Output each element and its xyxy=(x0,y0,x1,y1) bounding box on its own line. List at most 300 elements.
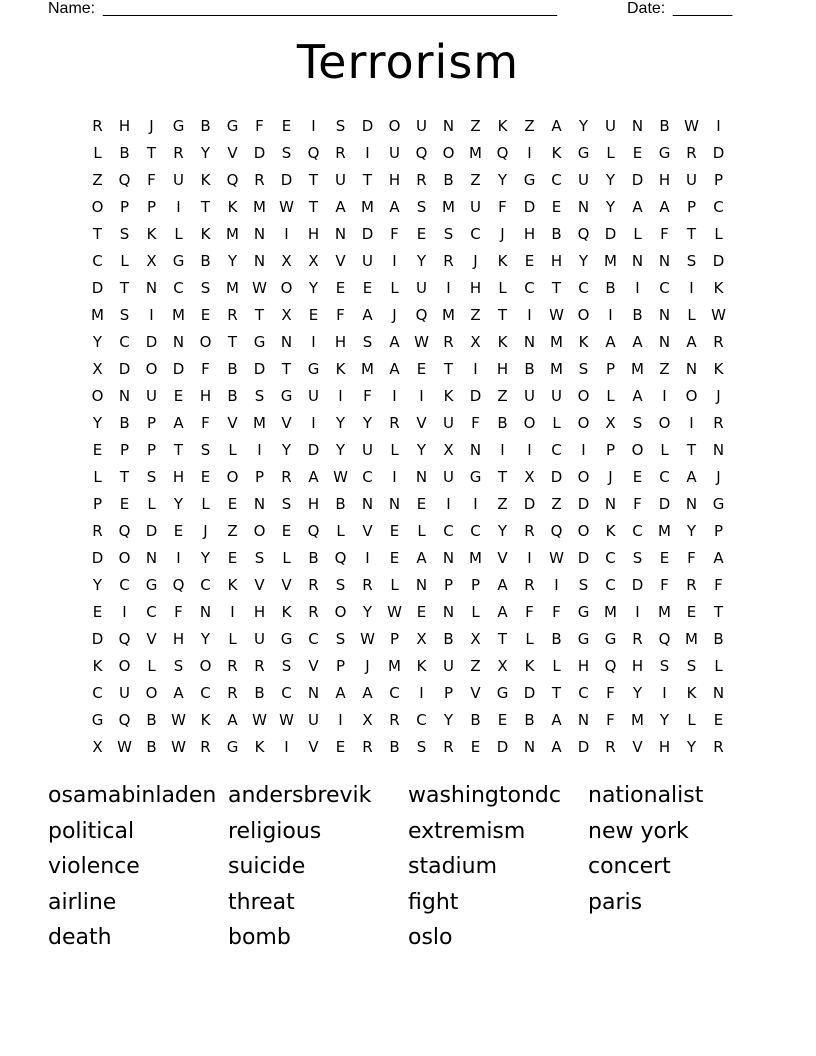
grid-letter: Y xyxy=(497,521,508,540)
grid-letter: I xyxy=(446,494,451,513)
grid-letter: A xyxy=(632,197,643,216)
grid-letter: I xyxy=(149,305,154,324)
grid-letter: D xyxy=(361,224,374,243)
grid-letter: N xyxy=(658,305,671,324)
word-list-item: concert xyxy=(588,854,671,879)
grid-letter: W xyxy=(252,710,267,729)
grid-letter: E xyxy=(173,386,184,405)
grid-letter: E xyxy=(470,737,481,756)
grid-letter: K xyxy=(524,656,535,675)
grid-letter: V xyxy=(227,143,238,162)
grid-letter: X xyxy=(470,629,481,648)
grid-letter: T xyxy=(443,359,454,378)
grid-letter: E xyxy=(632,143,643,162)
grid-letter: A xyxy=(659,197,670,216)
grid-letter: I xyxy=(446,278,451,297)
grid-letter: A xyxy=(362,683,373,702)
grid-letter: I xyxy=(122,602,127,621)
grid-letter: L xyxy=(390,575,399,594)
grid-letter: E xyxy=(416,224,427,243)
grid-letter: G xyxy=(469,467,482,486)
grid-letter: A xyxy=(632,386,643,405)
grid-letter: M xyxy=(388,656,401,675)
grid-letter: L xyxy=(606,386,615,405)
grid-letter: S xyxy=(416,737,427,756)
grid-letter: I xyxy=(230,602,235,621)
grid-letter: D xyxy=(145,521,158,540)
grid-letter: I xyxy=(527,305,532,324)
grid-letter: R xyxy=(389,413,400,432)
grid-letter: N xyxy=(523,332,536,351)
grid-letter: T xyxy=(173,440,184,459)
grid-letter: Y xyxy=(227,251,238,270)
grid-letter: Q xyxy=(307,521,320,540)
grid-letter: Z xyxy=(92,170,103,189)
grid-letter: I xyxy=(581,440,586,459)
grid-letter: M xyxy=(253,413,266,432)
grid-letter: X xyxy=(308,251,319,270)
grid-letter: G xyxy=(577,602,590,621)
grid-letter: J xyxy=(392,305,397,324)
grid-letter: B xyxy=(443,629,454,648)
grid-letter: V xyxy=(470,683,481,702)
grid-letter: Y xyxy=(308,278,319,297)
grid-letter: K xyxy=(281,602,292,621)
grid-letter: G xyxy=(145,575,158,594)
grid-letter: Y xyxy=(281,440,292,459)
grid-letter: S xyxy=(686,656,697,675)
grid-letter: G xyxy=(604,629,617,648)
grid-letter: Q xyxy=(118,629,131,648)
grid-letter: D xyxy=(577,737,590,756)
grid-letter: O xyxy=(442,143,455,162)
grid-letter: S xyxy=(281,143,292,162)
grid-letter: Y xyxy=(200,629,211,648)
grid-letter: N xyxy=(145,278,158,297)
grid-letter: F xyxy=(174,602,183,621)
grid-letter: L xyxy=(147,494,156,513)
grid-letter: R xyxy=(686,575,697,594)
grid-letter: B xyxy=(551,629,562,648)
grid-letter: Y xyxy=(362,413,373,432)
grid-letter: S xyxy=(281,656,292,675)
grid-letter: M xyxy=(361,197,374,216)
date-blank-line: _______ xyxy=(673,0,732,17)
grid-letter: B xyxy=(605,278,616,297)
grid-letter: D xyxy=(91,278,104,297)
grid-letter: V xyxy=(308,737,319,756)
grid-letter: D xyxy=(280,170,293,189)
grid-letter: K xyxy=(551,143,562,162)
grid-letter: X xyxy=(524,467,535,486)
grid-letter: E xyxy=(416,494,427,513)
grid-letter: L xyxy=(498,278,507,297)
grid-letter: X xyxy=(416,629,427,648)
grid-letter: O xyxy=(91,386,104,405)
grid-letter: X xyxy=(497,656,508,675)
grid-letter: R xyxy=(686,143,697,162)
grid-letter: A xyxy=(686,332,697,351)
grid-letter: D xyxy=(496,737,509,756)
grid-letter: P xyxy=(389,629,400,648)
grid-letter: T xyxy=(119,467,130,486)
grid-letter: G xyxy=(91,710,104,729)
grid-letter: E xyxy=(200,467,211,486)
grid-letter: R xyxy=(416,170,427,189)
grid-letter: F xyxy=(390,224,399,243)
grid-letter: F xyxy=(714,575,723,594)
grid-letter: U xyxy=(119,683,130,702)
grid-letter: Y xyxy=(578,116,589,135)
grid-letter: Y xyxy=(92,413,103,432)
grid-letter: U xyxy=(308,710,319,729)
grid-letter: V xyxy=(335,251,346,270)
grid-letter: R xyxy=(443,251,454,270)
grid-letter: E xyxy=(659,548,670,567)
grid-letter: H xyxy=(388,170,401,189)
grid-letter: I xyxy=(608,305,613,324)
grid-letter: T xyxy=(497,305,508,324)
grid-letter: B xyxy=(497,413,508,432)
grid-letter: T xyxy=(497,467,508,486)
grid-letter: U xyxy=(362,440,373,459)
grid-letter: P xyxy=(686,197,697,216)
grid-letter: A xyxy=(173,683,184,702)
grid-letter: H xyxy=(253,602,266,621)
word-list-item: threat xyxy=(228,889,295,915)
grid-letter: U xyxy=(389,143,400,162)
grid-letter: M xyxy=(442,305,455,324)
grid-letter: K xyxy=(497,251,508,270)
grid-letter: C xyxy=(92,683,103,702)
grid-letter: O xyxy=(388,116,401,135)
grid-letter: N xyxy=(442,116,455,135)
grid-letter: X xyxy=(281,251,292,270)
grid-letter: G xyxy=(253,332,266,351)
grid-letter: V xyxy=(362,521,373,540)
grid-letter: S xyxy=(281,494,292,513)
grid-letter: P xyxy=(92,494,103,513)
grid-letter: R xyxy=(443,332,454,351)
grid-letter: S xyxy=(335,629,346,648)
grid-letter: Y xyxy=(632,683,643,702)
grid-letter: A xyxy=(173,413,184,432)
grid-letter: H xyxy=(199,386,212,405)
grid-letter: D xyxy=(523,197,536,216)
grid-letter: A xyxy=(362,305,373,324)
grid-letter: N xyxy=(523,737,536,756)
grid-letter: F xyxy=(660,224,669,243)
grid-letter: O xyxy=(226,467,239,486)
grid-letter: T xyxy=(146,143,157,162)
grid-letter: G xyxy=(280,386,293,405)
grid-letter: Z xyxy=(470,305,481,324)
grid-letter: R xyxy=(713,332,724,351)
grid-letter: P xyxy=(605,359,616,378)
grid-letter: W xyxy=(549,548,564,567)
grid-letter: M xyxy=(226,278,239,297)
grid-letter: G xyxy=(712,494,725,513)
grid-letter: N xyxy=(145,548,158,567)
grid-letter: L xyxy=(687,710,696,729)
grid-letter: S xyxy=(578,359,589,378)
grid-letter: S xyxy=(578,575,589,594)
grid-letter: W xyxy=(387,602,402,621)
grid-letter: H xyxy=(631,656,644,675)
grid-letter: Q xyxy=(604,656,617,675)
grid-letter: J xyxy=(365,656,370,675)
grid-letter: R xyxy=(227,656,238,675)
grid-letter: Z xyxy=(659,359,670,378)
grid-letter: L xyxy=(228,440,237,459)
grid-letter: R xyxy=(200,737,211,756)
grid-letter: L xyxy=(417,521,426,540)
grid-letter: D xyxy=(253,143,266,162)
grid-letter: T xyxy=(551,278,562,297)
grid-letter: N xyxy=(631,251,644,270)
grid-letter: C xyxy=(551,440,562,459)
grid-letter: V xyxy=(254,575,265,594)
grid-letter: D xyxy=(91,548,104,567)
grid-letter: W xyxy=(117,737,132,756)
grid-letter: B xyxy=(200,251,211,270)
grid-letter: F xyxy=(660,575,669,594)
grid-letter: O xyxy=(658,413,671,432)
grid-letter: S xyxy=(632,548,643,567)
grid-letter: J xyxy=(608,467,613,486)
grid-letter: O xyxy=(253,521,266,540)
grid-letter: I xyxy=(662,683,667,702)
grid-letter: A xyxy=(632,332,643,351)
grid-letter: I xyxy=(662,386,667,405)
word-list-item: suicide xyxy=(228,854,306,879)
grid-letter: E xyxy=(227,548,238,567)
grid-letter: G xyxy=(172,251,185,270)
grid-letter: T xyxy=(686,440,697,459)
grid-letter: K xyxy=(497,116,508,135)
grid-letter: O xyxy=(577,305,590,324)
grid-letter: F xyxy=(201,413,210,432)
grid-letter: R xyxy=(524,575,535,594)
grid-letter: M xyxy=(469,143,482,162)
grid-letter: X xyxy=(146,251,157,270)
grid-letter: V xyxy=(632,737,643,756)
grid-letter: N xyxy=(658,251,671,270)
grid-letter: U xyxy=(173,170,184,189)
grid-letter: B xyxy=(524,710,535,729)
grid-letter: G xyxy=(280,629,293,648)
grid-letter: K xyxy=(200,224,211,243)
grid-letter: D xyxy=(604,224,617,243)
grid-letter: R xyxy=(92,116,103,135)
grid-letter: L xyxy=(336,521,345,540)
grid-letter: T xyxy=(119,278,130,297)
name-label: Name: xyxy=(48,0,96,17)
grid-letter: L xyxy=(471,602,480,621)
grid-letter: J xyxy=(716,386,721,405)
grid-letter: L xyxy=(552,413,561,432)
grid-letter: B xyxy=(200,116,211,135)
word-list-item: paris xyxy=(588,889,643,915)
grid-letter: E xyxy=(335,278,346,297)
grid-letter: C xyxy=(605,575,616,594)
grid-letter: I xyxy=(365,548,370,567)
grid-letter: L xyxy=(120,251,129,270)
grid-letter: E xyxy=(389,548,400,567)
grid-letter: E xyxy=(713,710,724,729)
grid-letter: U xyxy=(308,386,319,405)
grid-letter: Z xyxy=(551,494,562,513)
grid-letter: U xyxy=(686,170,697,189)
grid-letter: K xyxy=(578,332,589,351)
grid-letter: C xyxy=(308,629,319,648)
grid-letter: X xyxy=(281,305,292,324)
grid-letter: E xyxy=(686,602,697,621)
grid-letter: N xyxy=(712,440,725,459)
grid-letter: G xyxy=(658,143,671,162)
grid-letter: E xyxy=(173,521,184,540)
grid-letter: Q xyxy=(415,305,428,324)
grid-letter: L xyxy=(228,629,237,648)
grid-letter: R xyxy=(713,737,724,756)
grid-letter: V xyxy=(146,629,157,648)
header xyxy=(48,0,748,20)
grid-letter: T xyxy=(497,629,508,648)
grid-letter: B xyxy=(308,548,319,567)
grid-letter: C xyxy=(443,521,454,540)
grid-letter: A xyxy=(335,683,346,702)
grid-letter: N xyxy=(415,467,428,486)
grid-letter: E xyxy=(335,737,346,756)
grid-letter: Y xyxy=(416,251,427,270)
grid-letter: Y xyxy=(92,332,103,351)
grid-letter: F xyxy=(147,170,156,189)
grid-letter: K xyxy=(605,521,616,540)
grid-letter: R xyxy=(227,683,238,702)
grid-letter: C xyxy=(578,278,589,297)
word-list-item: fight xyxy=(408,889,459,915)
grid-letter: C xyxy=(146,602,157,621)
grid-letter: M xyxy=(172,305,185,324)
word-list-item: religious xyxy=(228,818,322,844)
grid-letter: E xyxy=(92,440,103,459)
grid-letter: I xyxy=(311,332,316,351)
grid-letter: N xyxy=(253,224,266,243)
grid-letter: X xyxy=(470,332,481,351)
grid-letter: Y xyxy=(605,197,616,216)
grid-letter: T xyxy=(551,683,562,702)
grid-letter: U xyxy=(416,278,427,297)
grid-letter: P xyxy=(605,440,616,459)
grid-letter: E xyxy=(632,467,643,486)
grid-letter: N xyxy=(172,332,185,351)
grid-letter: C xyxy=(119,332,130,351)
grid-letter: M xyxy=(550,332,563,351)
grid-letter: I xyxy=(176,197,181,216)
grid-letter: S xyxy=(119,224,130,243)
grid-letter: R xyxy=(308,575,319,594)
grid-letter: H xyxy=(307,494,320,513)
grid-letter: Y xyxy=(335,440,346,459)
grid-letter: P xyxy=(146,440,157,459)
grid-letter: M xyxy=(604,602,617,621)
word-list-item: osamabinladen xyxy=(48,783,217,808)
word-list-item: bomb xyxy=(228,925,291,950)
grid-letter: T xyxy=(227,332,238,351)
grid-letter: W xyxy=(333,467,348,486)
word-list-item: washingtondc xyxy=(408,783,561,808)
grid-letter: O xyxy=(145,359,158,378)
grid-letter: K xyxy=(713,359,724,378)
grid-letter: T xyxy=(254,305,265,324)
grid-letter: E xyxy=(281,521,292,540)
grid-letter: K xyxy=(200,710,211,729)
grid-letter: E xyxy=(308,305,319,324)
grid-letter: W xyxy=(549,305,564,324)
grid-letter: U xyxy=(335,170,346,189)
grid-letter: R xyxy=(308,602,319,621)
grid-letter: I xyxy=(635,602,640,621)
grid-letter: X xyxy=(362,710,373,729)
grid-letter: H xyxy=(172,629,185,648)
grid-letter: S xyxy=(443,224,454,243)
grid-letter: M xyxy=(631,359,644,378)
grid-letter: E xyxy=(497,710,508,729)
word-list-item: extremism xyxy=(408,818,526,844)
grid-letter: E xyxy=(551,197,562,216)
grid-letter: S xyxy=(416,197,427,216)
grid-letter: I xyxy=(473,494,478,513)
grid-letter: B xyxy=(389,737,400,756)
grid-letter: N xyxy=(712,683,725,702)
grid-letter: T xyxy=(362,170,373,189)
grid-letter: K xyxy=(92,656,103,675)
grid-letter: N xyxy=(469,440,482,459)
grid-letter: C xyxy=(92,251,103,270)
grid-letter: T xyxy=(308,197,319,216)
grid-letter: H xyxy=(469,278,482,297)
grid-letter: A xyxy=(551,116,562,135)
grid-letter: H xyxy=(496,359,509,378)
grid-letter: Y xyxy=(362,602,373,621)
grid-letter: D xyxy=(658,494,671,513)
grid-letter: F xyxy=(201,359,210,378)
grid-letter: Z xyxy=(470,170,481,189)
grid-letter: B xyxy=(659,116,670,135)
grid-letter: O xyxy=(334,602,347,621)
grid-letter: N xyxy=(631,116,644,135)
grid-letter: R xyxy=(227,305,238,324)
grid-letter: K xyxy=(227,197,238,216)
grid-letter: E xyxy=(362,278,373,297)
grid-letter: N xyxy=(361,494,374,513)
grid-letter: I xyxy=(392,386,397,405)
grid-letter: F xyxy=(498,197,507,216)
grid-letter: E xyxy=(92,602,103,621)
grid-letter: I xyxy=(689,413,694,432)
grid-letter: C xyxy=(713,197,724,216)
grid-letter: W xyxy=(414,332,429,351)
grid-letter: I xyxy=(554,575,559,594)
grid-letter: T xyxy=(281,359,292,378)
grid-letter: A xyxy=(497,575,508,594)
grid-letter: K xyxy=(443,386,454,405)
grid-letter: A xyxy=(389,359,400,378)
grid-letter: K xyxy=(146,224,157,243)
grid-letter: V xyxy=(497,548,508,567)
grid-letter: O xyxy=(118,548,131,567)
grid-letter: N xyxy=(415,575,428,594)
